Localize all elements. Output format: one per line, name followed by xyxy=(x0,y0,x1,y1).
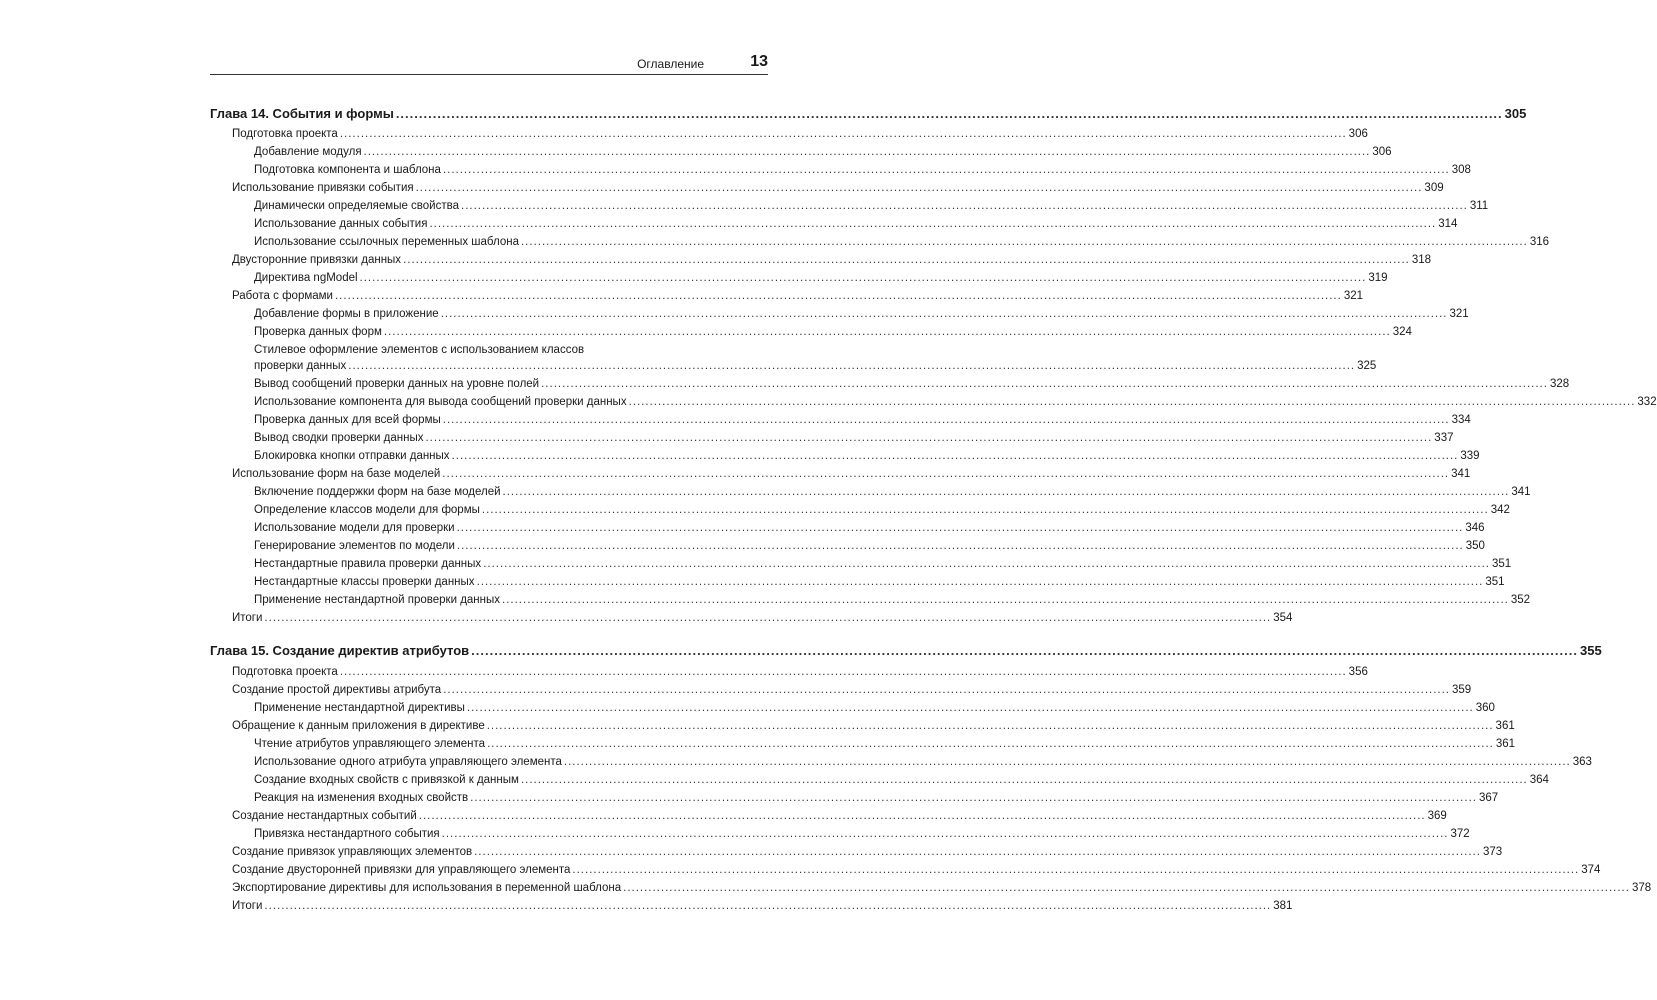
toc-page: 367 xyxy=(1478,792,1499,804)
toc-page: 356 xyxy=(1348,666,1368,678)
toc-entry-title: Включение поддержки форм на базе моделей xyxy=(254,486,501,498)
toc-entry[interactable] xyxy=(210,683,1472,698)
toc-entry-title: Нестандартные классы проверки данных xyxy=(254,576,475,588)
toc-entry[interactable] xyxy=(210,845,1503,860)
toc-entry-title: Привязка нестандартного события xyxy=(254,828,440,840)
toc-entry[interactable] xyxy=(210,539,1485,554)
running-header-title: Оглавление xyxy=(637,57,704,71)
toc-page: 355 xyxy=(1579,643,1602,658)
toc-entry[interactable] xyxy=(210,863,1601,878)
toc-entry-title: Применение нестандартной проверки данных xyxy=(254,594,501,606)
toc-page: 334 xyxy=(1451,414,1471,426)
toc-page: 319 xyxy=(1368,272,1388,284)
leader-dots xyxy=(461,199,1468,214)
leader-dots xyxy=(425,431,1432,446)
toc-entry[interactable] xyxy=(210,809,1447,824)
toc-entry[interactable] xyxy=(210,485,1531,500)
toc-page: 372 xyxy=(1450,828,1470,840)
page-number: 13 xyxy=(750,53,768,70)
toc-entry[interactable] xyxy=(210,377,1570,392)
toc-entry[interactable] xyxy=(210,217,1458,232)
leader-dots xyxy=(429,217,1436,232)
toc-page: 305 xyxy=(1504,106,1527,121)
toc-chapter-title: Глава 14. События и формы xyxy=(210,106,394,121)
toc-entry-title: Генерирование элементов по модели xyxy=(254,540,455,552)
toc-entry[interactable] xyxy=(210,503,1510,518)
toc-entry[interactable] xyxy=(210,127,1368,142)
leader-dots xyxy=(623,881,1630,896)
toc-entry-title: Работа с формами xyxy=(232,290,333,302)
toc-entry[interactable] xyxy=(210,449,1480,464)
leader-dots xyxy=(403,253,1410,268)
toc-entry-title: Чтение атрибутов управляющего элемента xyxy=(254,738,486,750)
toc-entry-title: Использование форм на базе моделей xyxy=(232,468,441,480)
toc-entry[interactable] xyxy=(210,521,1485,536)
toc-page: 309 xyxy=(1424,182,1444,194)
toc-entry-title: Использование одного атрибута управляющего элемента xyxy=(254,756,562,768)
toc-chapter-15[interactable] xyxy=(210,643,1602,658)
toc-entry-title: Проверка данных для всей формы xyxy=(254,414,441,426)
toc-entry[interactable] xyxy=(210,701,1495,716)
leader-dots xyxy=(502,593,1509,608)
toc-entry-title: Двусторонние привязки данных xyxy=(232,254,402,266)
toc-entry[interactable] xyxy=(210,235,1549,250)
leader-dots xyxy=(521,235,1528,250)
toc-entry-title: Итоги xyxy=(232,900,263,912)
toc-entry[interactable] xyxy=(210,557,1512,572)
toc-page: 306 xyxy=(1372,146,1392,158)
toc-page: 354 xyxy=(1273,612,1293,624)
toc-entry-title: Вывод сводки проверки данных xyxy=(254,432,424,444)
leader-dots xyxy=(483,557,1490,572)
toc-entry-title: Обращение к данным приложения в директиве xyxy=(232,720,485,732)
toc-page: 381 xyxy=(1273,900,1293,912)
toc-entry-title: Использование модели для проверки xyxy=(254,522,455,534)
toc-entry[interactable] xyxy=(210,253,1432,268)
toc-page: 346 xyxy=(1465,522,1485,534)
toc-entry-title: Итоги xyxy=(232,612,263,624)
leader-dots xyxy=(474,845,1481,860)
toc-entry-title: Использование ссылочных переменных шаблона xyxy=(254,236,519,248)
toc-page: 378 xyxy=(1631,882,1652,894)
toc-page: 342 xyxy=(1490,504,1510,516)
toc-entry[interactable] xyxy=(210,899,1293,914)
toc-entry-title: Создание привязок управляющих элементов xyxy=(232,846,473,858)
leader-dots xyxy=(457,521,1464,536)
toc-page: 318 xyxy=(1411,254,1432,266)
toc-entry-title: Использование компонента для вывода сообщений проверки данных xyxy=(254,396,627,408)
toc-entry-title: Блокировка кнопки отправки данных xyxy=(254,450,450,462)
leader-dots xyxy=(419,809,1426,824)
toc-entry[interactable] xyxy=(210,611,1293,626)
toc-entry-title: Создание входных свойств с привязкой к данным xyxy=(254,774,519,786)
toc-entry[interactable] xyxy=(210,289,1363,304)
toc-page: 341 xyxy=(1511,486,1531,498)
toc-chapter-title: Глава 15. Создание директив атрибутов xyxy=(210,643,470,658)
toc-page: 311 xyxy=(1469,200,1489,212)
toc-entry-title: Динамически определяемые свойства xyxy=(254,200,460,212)
toc-entry[interactable] xyxy=(210,467,1471,482)
toc-entry-title: Проверка данных форм xyxy=(254,326,382,338)
toc-entry[interactable] xyxy=(210,575,1505,590)
leader-dots xyxy=(335,289,1342,304)
toc-entry-title-line1: Стилевое оформление элементов с использованием классов xyxy=(254,344,585,356)
toc-entry-title: Реакция на изменения входных свойств xyxy=(254,792,469,804)
toc-page: 361 xyxy=(1495,720,1515,732)
toc-page: 306 xyxy=(1348,128,1368,140)
toc-entry-title: Директива ngModel xyxy=(254,272,358,284)
leader-dots xyxy=(572,863,1579,878)
toc-entry[interactable] xyxy=(210,325,1412,340)
toc-entry[interactable] xyxy=(210,163,1471,178)
leader-dots xyxy=(471,643,1578,658)
toc-page: 364 xyxy=(1529,774,1549,786)
leader-dots xyxy=(348,359,1355,374)
leader-dots xyxy=(441,307,1448,322)
toc-page: 351 xyxy=(1485,576,1505,588)
leader-dots xyxy=(487,719,1494,734)
leader-dots xyxy=(443,413,1450,428)
leader-dots xyxy=(503,485,1510,500)
toc-page: 360 xyxy=(1475,702,1495,714)
toc-page: 316 xyxy=(1529,236,1549,248)
leader-dots xyxy=(442,827,1449,842)
leader-dots xyxy=(521,773,1528,788)
leader-dots xyxy=(443,163,1450,178)
toc-entry-title-line2: проверки данных xyxy=(254,360,347,372)
toc-page: 352 xyxy=(1510,594,1531,606)
toc-entry[interactable] xyxy=(210,413,1471,428)
toc-page: 350 xyxy=(1465,540,1485,552)
leader-dots xyxy=(442,467,1449,482)
leader-dots xyxy=(384,325,1391,340)
leader-dots xyxy=(470,791,1477,806)
toc-entry[interactable] xyxy=(210,755,1592,770)
toc-entry[interactable] xyxy=(210,359,1377,374)
leader-dots xyxy=(487,737,1494,752)
leader-dots xyxy=(541,377,1548,392)
toc-entry-title: Использование данных события xyxy=(254,218,428,230)
leader-dots xyxy=(629,395,1636,410)
toc-page: 321 xyxy=(1449,308,1469,320)
toc-entry-title: Добавление модуля xyxy=(254,146,362,158)
toc-page: 308 xyxy=(1451,164,1471,176)
toc-entry-title: Добавление формы в приложение xyxy=(254,308,439,320)
toc-entry-title: Нестандартные правила проверки данных xyxy=(254,558,482,570)
toc-page: 337 xyxy=(1434,432,1454,444)
toc-entry[interactable] xyxy=(210,827,1470,842)
toc-entry-title: Создание простой директивы атрибута xyxy=(232,684,442,696)
toc-page: 351 xyxy=(1492,558,1512,570)
toc-entry[interactable] xyxy=(210,593,1531,608)
leader-dots xyxy=(340,127,1347,142)
toc-page: 332 xyxy=(1637,396,1657,408)
toc-page: 374 xyxy=(1581,864,1601,876)
leader-dots xyxy=(416,181,1423,196)
toc-entry[interactable] xyxy=(210,881,1652,896)
toc-entry[interactable] xyxy=(210,181,1444,196)
toc-entry[interactable] xyxy=(210,719,1515,734)
header-divider xyxy=(210,74,768,75)
toc-entry-title: Вывод сообщений проверки данных на уровне полей xyxy=(254,378,540,390)
toc-page: 328 xyxy=(1549,378,1570,390)
leader-dots xyxy=(457,539,1464,554)
toc-entry-title: Подготовка компонента и шаблона xyxy=(254,164,441,176)
leader-dots xyxy=(396,106,1503,121)
leader-dots xyxy=(564,755,1571,770)
toc-entry-title: Использование привязки события xyxy=(232,182,414,194)
leader-dots xyxy=(360,271,1367,286)
toc-entry[interactable] xyxy=(210,199,1489,214)
leader-dots xyxy=(482,503,1489,518)
toc-entry-title: Подготовка проекта xyxy=(232,666,338,678)
toc-entry-title: Экспортирование директивы для использования в переменной шаблона xyxy=(232,882,622,894)
toc-page: 359 xyxy=(1452,684,1472,696)
leader-dots xyxy=(443,683,1450,698)
toc-entry[interactable] xyxy=(210,665,1368,680)
leader-dots xyxy=(477,575,1484,590)
toc-entry[interactable] xyxy=(210,431,1454,446)
toc-entry[interactable] xyxy=(210,145,1392,160)
leader-dots xyxy=(452,449,1459,464)
toc-page: 373 xyxy=(1482,846,1503,858)
toc-page: 369 xyxy=(1427,810,1447,822)
toc-page: 321 xyxy=(1343,290,1363,302)
leader-dots xyxy=(264,611,1271,626)
toc-entry-title: Подготовка проекта xyxy=(232,128,338,140)
toc-page: 314 xyxy=(1438,218,1458,230)
leader-dots xyxy=(340,665,1347,680)
toc-entry-title: Создание двусторонней привязки для управляющего элемента xyxy=(232,864,571,876)
running-header xyxy=(210,54,768,76)
toc-page: 363 xyxy=(1572,756,1592,768)
toc-entry[interactable] xyxy=(210,773,1549,788)
toc-entry-title: Создание нестандартных событий xyxy=(232,810,417,822)
toc-entry[interactable] xyxy=(210,737,1516,752)
toc-page: 325 xyxy=(1357,360,1377,372)
toc-page: 339 xyxy=(1460,450,1480,462)
toc-page: 324 xyxy=(1392,326,1412,338)
leader-dots xyxy=(264,899,1271,914)
toc-entry-title: Определение классов модели для формы xyxy=(254,504,480,516)
toc-chapter-14[interactable] xyxy=(210,106,1527,121)
toc-entry[interactable] xyxy=(210,395,1657,410)
leader-dots xyxy=(467,701,1474,716)
toc-entry[interactable] xyxy=(210,791,1499,806)
toc-page: 361 xyxy=(1495,738,1516,750)
toc-entry[interactable] xyxy=(210,307,1469,322)
toc-page: 341 xyxy=(1451,468,1471,480)
leader-dots xyxy=(364,145,1371,160)
toc-entry[interactable] xyxy=(210,271,1388,286)
toc-entry-title: Применение нестандартной директивы xyxy=(254,702,465,714)
